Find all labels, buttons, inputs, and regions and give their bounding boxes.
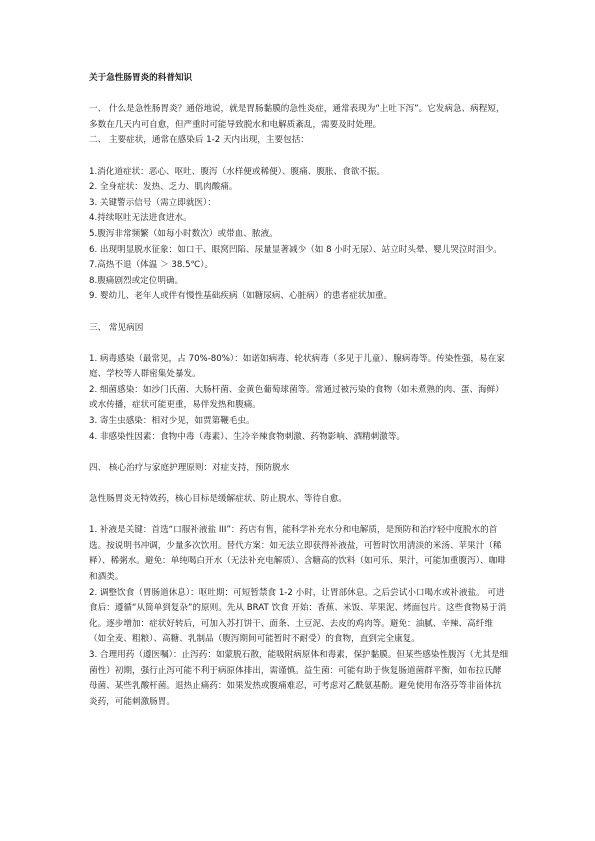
section-3-heading: 三、 常见病因	[89, 322, 144, 333]
symptom-item: 4.持续呕吐无法进食进水。	[89, 213, 192, 224]
section-4-heading: 四、 核心治疗与家庭护理原则：对症支持，预防脱水	[89, 462, 290, 473]
symptom-item: 1.消化道症状：恶心、呕吐、腹泻（水样便或稀便）、腹痛、腹胀、食欲不振。	[89, 166, 386, 177]
symptom-item: 2. 全身症状：发热、乏力、肌肉酸痛。	[89, 182, 238, 193]
treatment-item: 2. 调整饮食（胃肠道休息）：呕吐期：可短暂禁食 1-2 小时，让胃部休息。之后尝试小口喝水或补液盐。 可进食后：遵循“从简单到复杂”的原则。先从 BRAT 饮食 开始：香蕉、米饭、苹果泥、烤面包片。这些食物易于消化。逐步增加：症状好转后，可加入苏打饼干、面条、土豆泥、去皮的鸡肉等。避免：油腻、辛辣、高纤维（如全麦、粗粮）、高糖、乳制品（腹泻期间可能暂时不耐受）的食物，直到完全康复。	[89, 587, 507, 645]
symptom-item: 3. 关键警示信号（需立即就医）：	[89, 197, 216, 208]
treatment-item: 1. 补液是关键：首选“口服补液盐 III”：药店有售，能科学补充水分和电解质，是预防和治疗轻中度脱水的首选。按说明书冲调，少量多次饮用。替代方案：如无法立即获得补液盐，可暂时饮用清淡的米汤、苹果汁（稀释）、稀粥水。避免：单纯喝白开水（无法补充电解质）、含糖高的饮料（如可乐、果汁，可能加重腹泻）、咖啡和酒类。	[89, 525, 506, 582]
cause-item: 4. 非感染性因素：食物中毒（毒素）、生冷辛辣食物刺激、药物影响、酒精刺激等。	[89, 431, 406, 442]
symptom-item: 6. 出现明显脱水征象：如口干、眼窝凹陷、尿量显著减少（如 8 小时无尿）、站立时头晕、婴儿哭泣时泪少。	[89, 244, 502, 255]
document-body	[89, 71, 509, 710]
section-4-intro: 急性肠胃炎无特效药，核心目标是缓解症状、防止脱水、等待自愈。	[89, 494, 347, 505]
section-2-heading: 二、 主要症状，通常在感染后 1-2 天内出现，主要包括：	[89, 135, 309, 146]
symptom-item: 5.腹泻非常频繁（如每小时数次）或带血、脓液。	[89, 228, 278, 239]
section-1-text: 一、 什么是急性肠胃炎？通俗地说，就是胃肠黏膜的急性炎症，通常表现为“上吐下泻”。它发病急、病程短，多数在几天内可自愈，但严重时可能导致脱水和电解质紊乱，需要及时处理。	[89, 104, 505, 130]
symptom-item: 8.腹痛剧烈或定位明确。	[89, 275, 184, 286]
symptom-item: 9. 婴幼儿、老年人或伴有慢性基础疾病（如糖尿病、心脏病）的患者症状加重。	[89, 291, 393, 302]
cause-item: 3. 寄生虫感染：相对少见，如贾第鞭毛虫。	[89, 416, 255, 427]
symptom-item: 7.高热不退（体温 ＞ 38.5℃）。	[89, 260, 214, 271]
cause-item: 2. 细菌感染：如沙门氏菌、大肠杆菌、金黄色葡萄球菌等。常通过被污染的食物（如未煮熟的肉、蛋、海鲜）或水传播，症状可能更重，易伴发热和腹痛。	[89, 384, 504, 411]
document-title: 关于急性肠胃炎的科普知识	[89, 73, 193, 83]
treatment-item: 3. 合理用药（遵医嘱）：止泻药：如蒙脱石散，能吸附病原体和毒素，保护黏膜。但某些感染性腹泻（尤其是细菌性）初期，强行止泻可能不利于病原体排出，需谨慎。益生菌：可能有助于恢复肠道菌群平衡，如布拉氏酵母菌、某些乳酸杆菌。退热止痛药：如果发热或腹痛难忍，可考虑对乙酰氨基酚。避免使用布洛芬等非甾体抗炎药，可能刺激肠胃。	[89, 649, 509, 707]
cause-item: 1. 病毒感染（最常见，占 70%-80%）：如诺如病毒、轮状病毒（多见于儿童）、腺病毒等。传染性强，易在家庭、学校等人群密集处暴发。	[89, 353, 505, 380]
